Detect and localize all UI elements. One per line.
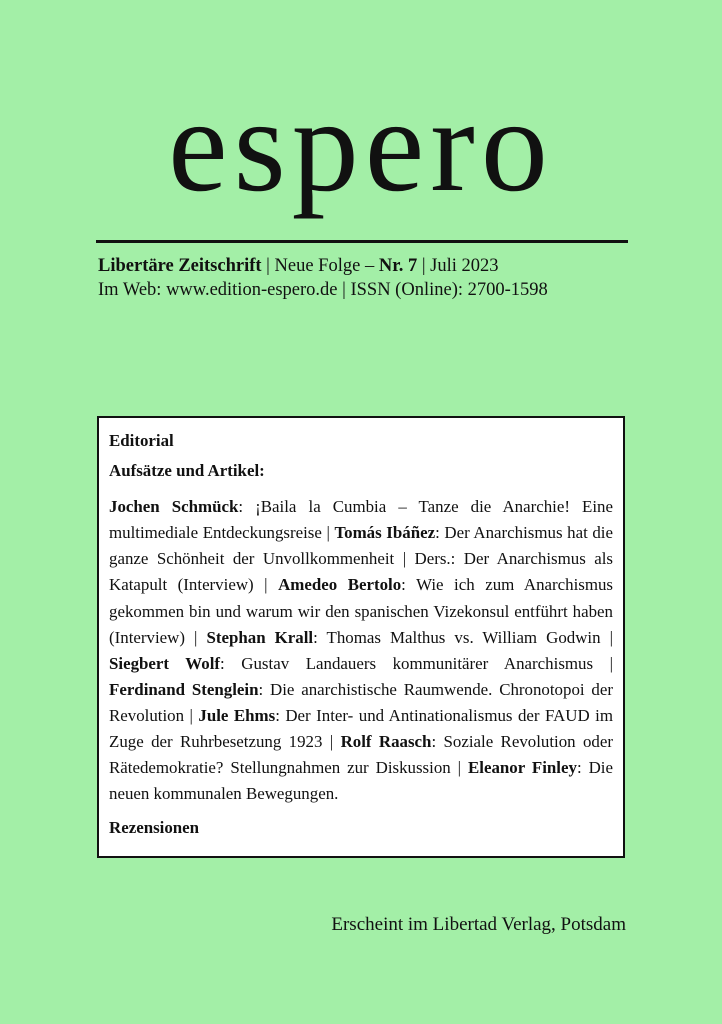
table-of-contents: [97, 416, 625, 858]
article-entry: [206, 628, 600, 647]
article-separator: |: [322, 732, 341, 752]
article-author: Tomás Ibáñez: [334, 523, 436, 543]
article-author: Stephan Krall: [206, 627, 314, 647]
article-author: Jochen Schmück: [109, 497, 239, 517]
article-author: Eleanor Finley: [468, 758, 577, 778]
article-separator: |: [321, 523, 335, 543]
subtitle-line-1: [98, 255, 638, 277]
issn-number: 2700-1598: [467, 280, 548, 300]
article-title: : Die anarchistische Raumwende. Chronotopoi der Revolution: [109, 679, 613, 725]
article-author: Amedeo Bertolo: [278, 575, 402, 595]
article-title: : Der Anarchismus hat die ganze Schönheit der Unvollkommenheit | Ders.: Der Anarchismus als Katapult (Interview): [109, 523, 613, 595]
article-separator: |: [600, 627, 613, 647]
article-title: : Der Inter- und Antinationalismus der FAUD im Zuge der Ruhrbesetzung 1923: [109, 705, 613, 752]
web-url: www.edition-espero.de: [166, 280, 338, 300]
magazine-title: espero: [168, 71, 554, 219]
article-separator: |: [593, 653, 613, 673]
title-divider: [96, 240, 628, 243]
article-title: : Thomas Malthus vs. William Godwin: [313, 627, 601, 647]
web-label: Im Web:: [98, 280, 167, 300]
issue-number: Nr. 7: [378, 256, 418, 276]
subtitle-series: Neue Folge –: [274, 256, 379, 276]
subtitle-line-2: [98, 279, 638, 301]
article-author: Jule Ehms: [198, 705, 276, 725]
article-title: : Wie ich zum Anarchismus gekommen bin und warum wir den spanischen Vizekonsul entführt haben (Interview): [109, 575, 613, 647]
subtitle-separator: |: [417, 256, 431, 276]
issue-date: Juli 2023: [430, 256, 499, 276]
article-separator: |: [184, 627, 207, 647]
article-title: : Die neuen kommunalen Bewegungen.: [109, 758, 613, 804]
article-separator: |: [450, 758, 469, 778]
subtitle-separator: |: [337, 280, 351, 300]
article-title: : Gustav Landauers kommunitärer Anarchismus: [220, 653, 594, 673]
subtitle-separator: |: [261, 256, 275, 276]
articles-list: [109, 494, 613, 807]
article-entry: [109, 654, 593, 673]
issn-label: ISSN (Online):: [350, 280, 468, 300]
subtitle-label: Libertäre Zeitschrift: [98, 256, 262, 276]
articles-heading: Aufsätze und Artikel:: [109, 461, 265, 481]
article-separator: |: [253, 575, 279, 595]
article-title: : Soziale Revolution oder Rätedemokratie? Stellungnahmen zur Diskussion: [109, 732, 613, 778]
article-author: Ferdinand Stenglein: [109, 679, 259, 699]
article-author: Rolf Raasch: [340, 732, 432, 752]
reviews-heading: Rezensionen: [109, 818, 200, 838]
publisher-line: Erscheint im Libertad Verlag, Potsdam: [331, 914, 626, 935]
article-separator: |: [184, 705, 199, 725]
article-title: : ¡Baila la Cumbia – Tanze die Anarchie! Eine multimediale Entdeckungsreise: [109, 497, 613, 543]
article-author: Siegbert Wolf: [109, 653, 221, 673]
editorial-heading: Editorial: [109, 431, 174, 450]
